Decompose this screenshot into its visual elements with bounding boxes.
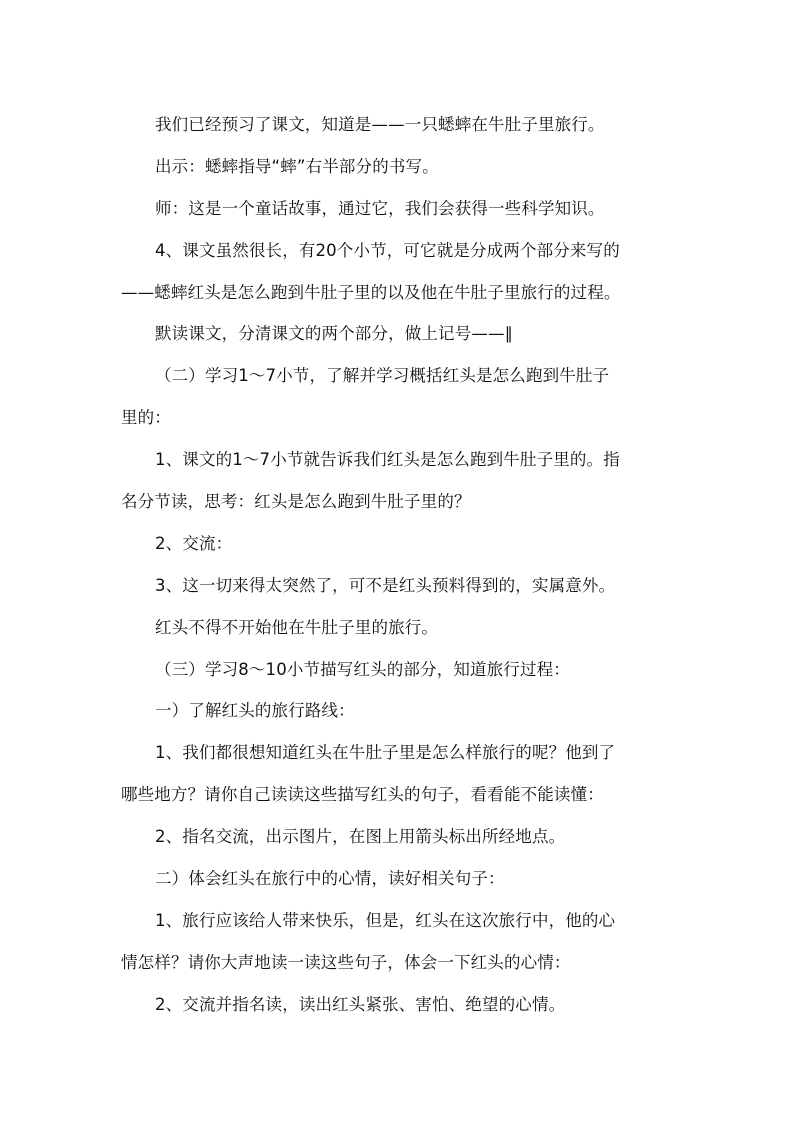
text-line: 红头不得不开始他在牛肚子里的旅行。 — [155, 617, 439, 637]
text-line: 默读课文，分清课文的两个部分，做上记号——∥ — [155, 324, 514, 344]
text-line: （二）学习1～7小节，了解并学习概括红头是怎么跑到牛肚子 — [155, 366, 610, 386]
text-line: ——蟋蟀红头是怎么跑到牛肚子里的以及他在牛肚子里旅行的过程。 — [121, 282, 621, 302]
text-line: 二）体会红头在旅行中的心情，读好相关句子： — [155, 869, 505, 889]
text-line: 我们已经预习了课文，知道是——一只蟋蟀在牛肚子里旅行。 — [155, 115, 605, 134]
document-body — [121, 104, 681, 1026]
text-line: 一）了解红头的旅行路线： — [155, 701, 355, 721]
text-line: 里的： — [121, 408, 171, 428]
text-line: 1、我们都很想知道红头在牛肚子里是怎么样旅行的呢？他到了 — [155, 743, 616, 763]
text-line: 2、交流： — [155, 533, 233, 553]
text-line: 1、课文的1～7小节就告诉我们红头是怎么跑到牛肚子里的。指 — [155, 450, 620, 470]
text-line: 2、指名交流，出示图片，在图上用箭头标出所经地点。 — [155, 827, 566, 847]
text-line: 名分节读，思考：红头是怎么跑到牛肚子里的？ — [121, 492, 471, 512]
text-line: 情怎样？请你大声地读一读这些句子，体会一下红头的心情： — [121, 952, 571, 972]
text-line: 3、这一切来得太突然了，可不是红头预料得到的，实属意外。 — [155, 575, 616, 595]
text-line: 1、旅行应该给人带来快乐，但是，红头在这次旅行中，他的心 — [155, 910, 616, 930]
text-line: 2、交流并指名读，读出红头紧张、害怕、绝望的心情。 — [155, 994, 566, 1014]
text-line: 哪些地方？请你自己读读这些描写红头的句子，看看能不能读懂： — [121, 785, 604, 805]
text-line: 4、课文虽然很长，有20个小节，可它就是分成两个部分来写的 — [155, 240, 620, 260]
text-line: （三）学习8～10小节描写红头的部分，知道旅行过程： — [155, 659, 570, 679]
text-line: 师：这是一个童话故事，通过它，我们会获得一些科学知识。 — [155, 198, 605, 218]
text-line: 出示：蟋蟀指导“蟀”右半部分的书写。 — [155, 156, 439, 176]
